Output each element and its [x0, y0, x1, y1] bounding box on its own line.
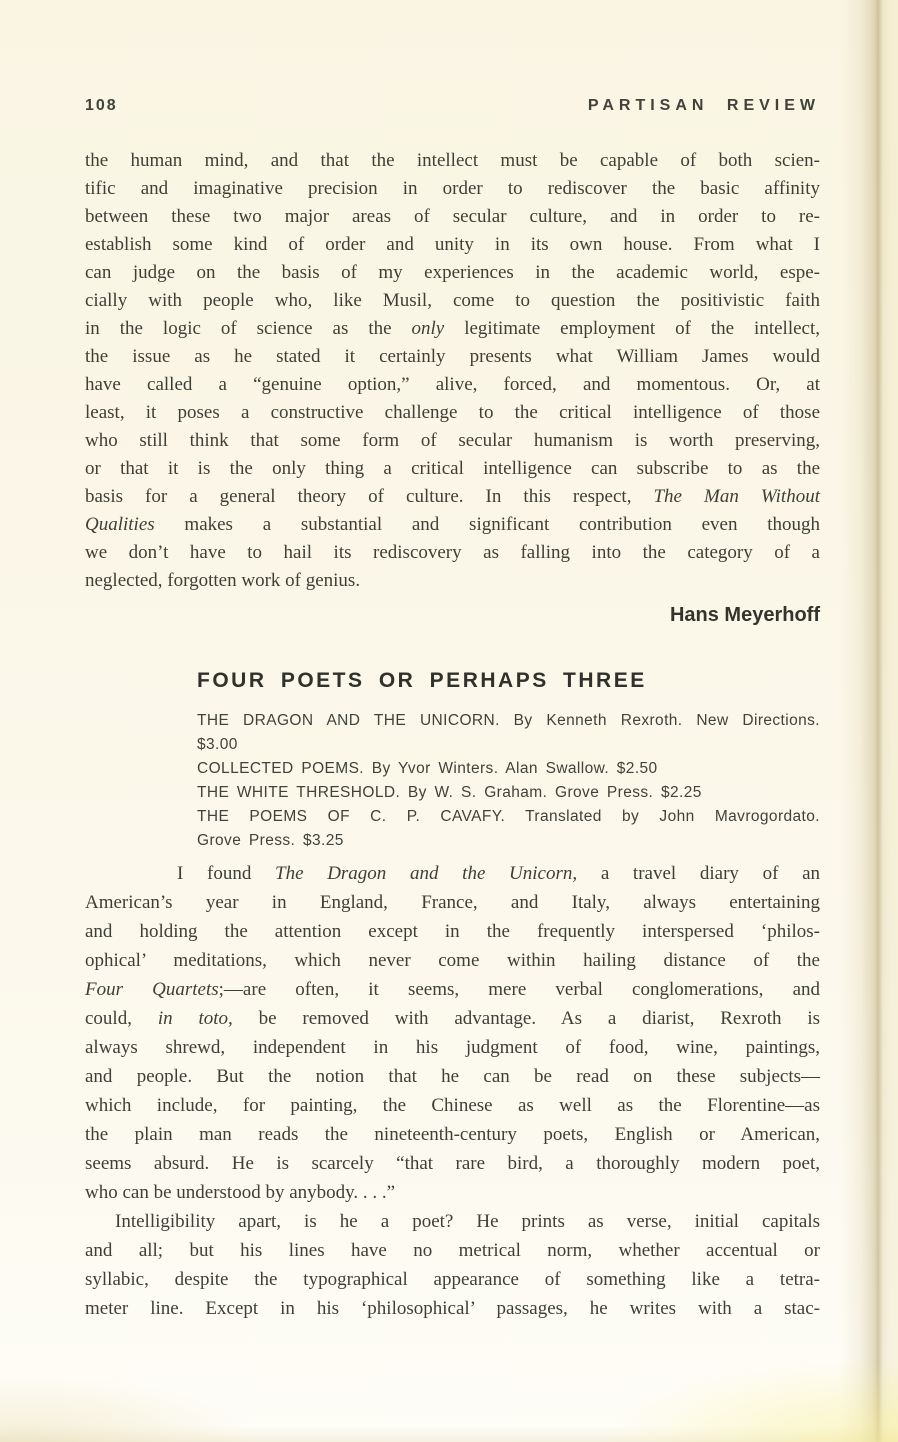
- text-line: ophical’ meditations, which never come within hailing distance of the: [85, 950, 820, 971]
- text-line: neglected, forgotten work of genius.: [85, 570, 361, 591]
- review-paragraph-2: [85, 1207, 820, 1323]
- text-line: in the logic of science as the only legitimate employment of the intellect,: [85, 318, 820, 339]
- essay-closing-paragraph: [85, 147, 820, 595]
- review-paragraph-1: [85, 859, 820, 1207]
- text-line: cially with people who, like Musil, come to question the positivistic faith: [85, 290, 820, 311]
- text-line: Qualities makes a substantial and significant contribution even though: [85, 514, 820, 535]
- text-line: tific and imaginative precision in order to rediscover the basic affinity: [85, 178, 820, 199]
- page-bottom-edge: [0, 1426, 898, 1442]
- journal-title: PARTISAN REVIEW: [587, 97, 820, 114]
- page-edge-shadow: [840, 0, 898, 1442]
- text-line: establish some kind of order and unity in its own house. From what I: [85, 234, 820, 255]
- review-section-heading: FOUR POETS OR PERHAPS THREE: [197, 669, 647, 692]
- text-line: and holding the attention except in the frequently interspersed ‘philos-: [85, 921, 820, 942]
- text-line: basis for a general theory of culture. In this respect, The Man Without: [85, 486, 820, 507]
- text-line: could, in toto, be removed with advantage. As a diarist, Rexroth is: [85, 1008, 820, 1029]
- author-signature: Hans Meyerhoff: [669, 604, 820, 626]
- text-line: who can be understood by anybody. . . .”: [85, 1182, 396, 1203]
- book-listings: [197, 709, 820, 853]
- text-line: syllabic, despite the typographical appearance of something like a tetra-: [85, 1269, 820, 1290]
- text-line: who still think that some form of secular humanism is worth preserving,: [85, 430, 820, 451]
- running-header: [85, 97, 820, 115]
- text-line: the issue as he stated it certainly presents what William James would: [85, 346, 820, 367]
- text-line: we don’t have to hail its rediscovery as falling into the category of a: [85, 542, 820, 563]
- text-line: COLLECTED POEMS. By Yvor Winters. Alan Swallow. $2.50: [197, 760, 658, 777]
- bottom-left-corner-tint: [0, 1362, 300, 1442]
- text-line: the plain man reads the nineteenth-century poets, English or American,: [85, 1124, 820, 1145]
- text-line: Four Quartets;—are often, it seems, mere verbal conglomerations, and: [85, 979, 821, 1000]
- page-number: 108: [85, 97, 118, 114]
- text-line: and people. But the notion that he can be read on these subjects—: [85, 1066, 820, 1087]
- text-line: always shrewd, independent in his judgment of food, wine, paintings,: [85, 1037, 820, 1058]
- text-line: between these two major areas of secular culture, and in order to re-: [85, 206, 820, 227]
- text-line: least, it poses a constructive challenge to the critical intelligence of those: [85, 402, 820, 423]
- bottom-right-corner-tint: [578, 1352, 898, 1442]
- text-line: which include, for painting, the Chinese as well as the Florentine—as: [85, 1095, 820, 1116]
- text-line: THE WHITE THRESHOLD. By W. S. Graham. Grove Press. $2.25: [197, 784, 702, 801]
- text-line: and all; but his lines have no metrical norm, whether accentual or: [85, 1240, 820, 1261]
- text-line: THE POEMS OF C. P. CAVAFY. Translated by John Mavrogordato.: [197, 808, 820, 825]
- text-line: THE DRAGON AND THE UNICORN. By Kenneth Rexroth. New Directions.: [197, 712, 820, 729]
- page-content: [85, 0, 820, 1323]
- text-line: Grove Press. $3.25: [197, 832, 344, 849]
- text-line: meter line. Except in his ‘philosophical’ passages, he writes with a stac-: [85, 1298, 820, 1319]
- text-line: or that it is the only thing a critical intelligence can subscribe to as the: [85, 458, 820, 479]
- text-line: I found The Dragon and the Unicorn, a travel diary of an: [177, 863, 821, 884]
- text-line: seems absurd. He is scarcely “that rare bird, a thoroughly modern poet,: [85, 1153, 820, 1174]
- text-line: the human mind, and that the intellect must be capable of both scien-: [85, 150, 820, 171]
- text-line: have called a “genuine option,” alive, forced, and momentous. Or, at: [85, 374, 820, 395]
- text-line: $3.00: [197, 736, 238, 753]
- text-line: Intelligibility apart, is he a poet? He prints as verse, initial capitals: [115, 1211, 820, 1232]
- text-line: can judge on the basis of my experiences in the academic world, espe-: [85, 262, 820, 283]
- text-line: American’s year in England, France, and Italy, always entertaining: [85, 892, 820, 913]
